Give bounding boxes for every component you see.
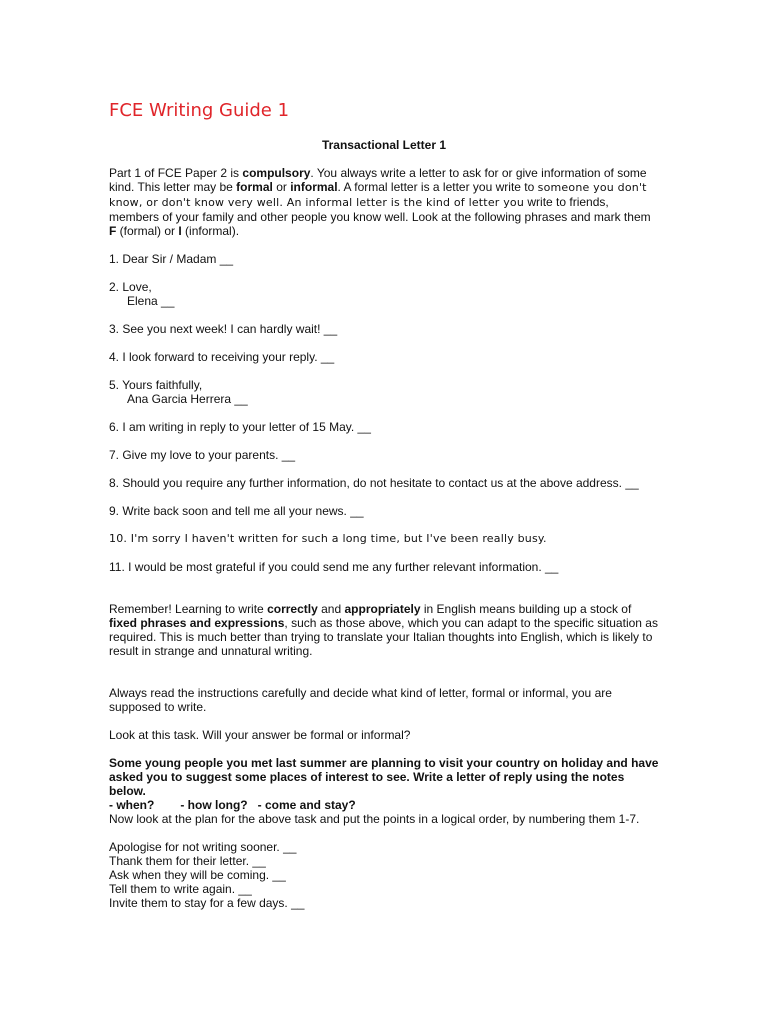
plan-item: Invite them to stay for a few days. __ <box>109 896 305 910</box>
phrase-item: Elena __ <box>127 294 175 308</box>
phrase-item: 4. I look forward to receiving your reply. __ <box>109 350 335 364</box>
section-subtitle: Transactional Letter 1 <box>321 138 447 152</box>
remember-bold: correctly <box>267 602 318 616</box>
task-paragraph <box>109 756 661 798</box>
remember-bold: fixed phrases and expressions <box>109 616 285 630</box>
intro-text: or <box>272 180 291 194</box>
task-note: - when? <box>109 798 155 812</box>
intro-text: . You always write a letter to ask for or give information of some kind. This letter may be <box>109 166 647 194</box>
phrase-item: 10. I'm sorry I haven't written for such a long time, but I've been really busy. <box>109 532 547 545</box>
phrase-item: 3. See you next week! I can hardly wait! __ <box>109 322 338 336</box>
intro-bold: I <box>178 224 182 238</box>
phrase-item: 6. I am writing in reply to your letter of 15 May. __ <box>109 420 371 434</box>
remember-paragraph <box>109 602 661 658</box>
task-text: Some young people you met last summer are planning to visit your country on holiday and have asked you to suggest some places of interest to see. Write a letter of reply using the notes below. <box>109 756 659 798</box>
phrase-item: 2. Love, <box>109 280 152 294</box>
intro-bold: F <box>109 224 117 238</box>
intro-paragraph <box>109 166 661 910</box>
phrase-item: 9. Write back soon and tell me all your news. __ <box>109 504 364 518</box>
intro-text: someone you don't know, or don't know very well. An informal letter is the kind of letter you <box>109 181 647 209</box>
plan-item: Ask when they will be coming. __ <box>109 868 286 882</box>
remember-bold: appropriately <box>344 602 421 616</box>
intro-text: (informal). <box>181 224 240 238</box>
intro-text: (formal) or <box>116 224 179 238</box>
question-paragraph: Look at this task. Will your answer be formal or informal? <box>109 728 411 742</box>
intro-bold: compulsory <box>242 166 311 180</box>
task-note: - come and stay? <box>257 798 356 812</box>
task-notes <box>109 798 661 812</box>
plan-intro: Now look at the plan for the above task and put the points in a logical order, by numbering them 1-7. <box>109 812 640 826</box>
plan-list <box>109 840 661 910</box>
phrase-list <box>109 252 661 574</box>
phrase-item: 11. I would be most grateful if you could send me any further relevant information. __ <box>109 560 559 574</box>
remember-text: , such as those above, which you can adapt to the specific situation as required. This is much better than trying to translate your Italian thoughts into English, which is likely to result in strange and unnatural writing. <box>109 616 658 658</box>
instructions-paragraph: Always read the instructions carefully and decide what kind of letter, formal or informal, you are supposed to write. <box>109 686 612 714</box>
document-title: FCE Writing Guide 1 <box>109 100 290 121</box>
intro-bold: informal <box>290 180 338 194</box>
phrase-item: Ana Garcia Herrera __ <box>127 392 248 406</box>
phrase-item: 8. Should you require any further information, do not hesitate to contact us at the above address. __ <box>109 476 639 490</box>
intro-text: . A formal letter is a letter you write to <box>337 180 538 194</box>
phrase-item: 1. Dear Sir / Madam __ <box>109 252 234 266</box>
intro-bold: formal <box>236 180 273 194</box>
intro-text: Part 1 of FCE Paper 2 is <box>109 166 243 180</box>
remember-text: in English means building up a stock of <box>420 602 632 616</box>
phrase-item: 7. Give my love to your parents. __ <box>109 448 296 462</box>
plan-item: Tell them to write again. __ <box>109 882 252 896</box>
plan-item: Apologise for not writing sooner. __ <box>109 840 297 854</box>
remember-text: and <box>317 602 345 616</box>
plan-item: Thank them for their letter. __ <box>109 854 266 868</box>
phrase-item: 5. Yours faithfully, <box>109 378 203 392</box>
intro-text: write to friends, members of your family and other people you know well. Look at the following phrases and mark them <box>109 195 651 224</box>
remember-text: Remember! Learning to write <box>109 602 268 616</box>
task-note: - how long? <box>180 798 248 812</box>
